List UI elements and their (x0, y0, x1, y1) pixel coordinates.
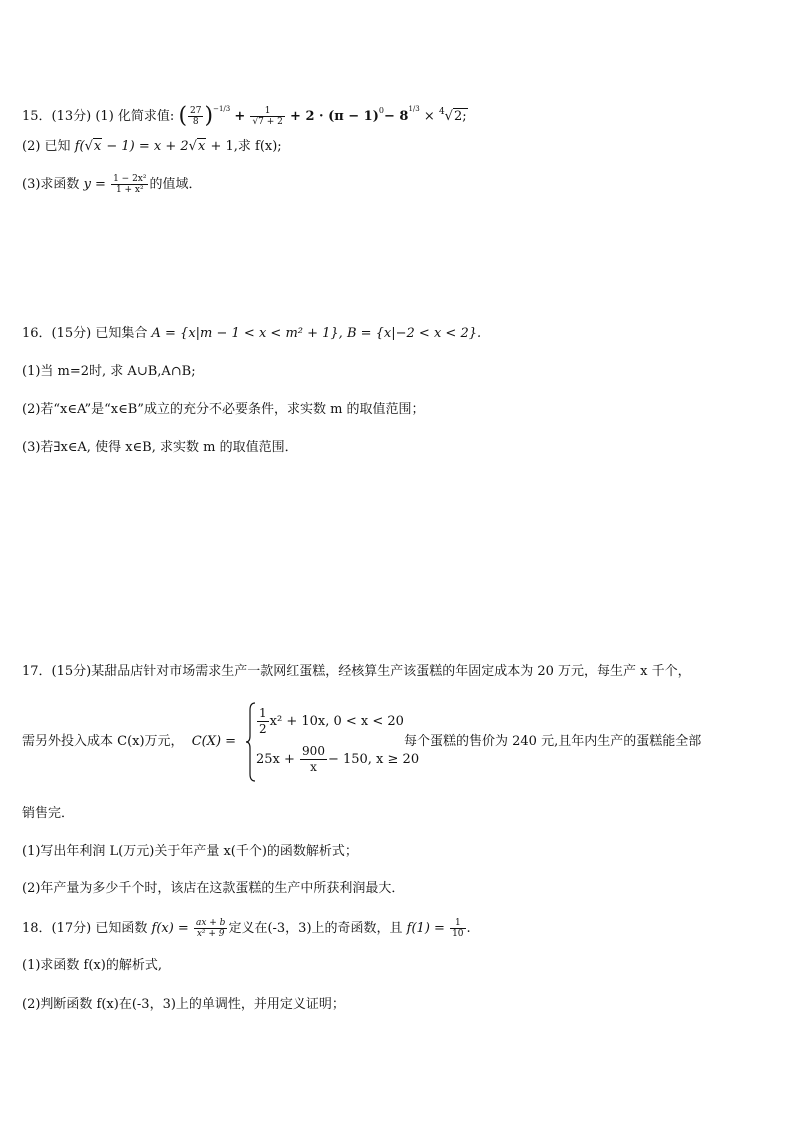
q17-case1: $\frac{1}{2}$ x² + 10x, 0 < x < 20 (259, 706, 404, 736)
q15-line3: (3)求函数 y = $\frac{\text{1 − 2x²}}{\text{1 + x²}}$ 的值域． (22, 174, 202, 195)
q15-frac-range: $\frac{\text{1 − 2x²}}{\text{1 + x²}}$ (113, 174, 147, 195)
q15-root-body: 2; (453, 109, 467, 124)
q15-line2: (2) 已知 f(√x − 1) = x + 2√x + 1,求 f(x); (22, 139, 282, 154)
q18-part1: (1)求函数 f(x)的解析式, (22, 958, 162, 973)
q15-exp-third: 1/3 (408, 105, 420, 113)
q17-line1: 17．(15分)某甜品店针对市场需求生产一款网红蛋糕，经核算生产该蛋糕的年固定成本为 20 万元，每生产 x 千个， (22, 664, 691, 679)
q16-part1: (1)当 m=2时, 求 A∪B,A∩B; (22, 364, 196, 379)
q18-frac-value: $\frac{1}{10}$ (452, 918, 464, 939)
q16-part2: (2)若“x∈A”是“x∈B”成立的充分不必要条件，求实数 m 的取值范围； (22, 402, 425, 417)
q15-exp-neg-third: −1/3 (213, 105, 231, 113)
q17-case2: 25x + $\frac{900}{x}$ − 150, x ≥ 20 (256, 744, 420, 774)
q15-frac-1-sqrt7: $\frac{1}{√7 + 2}$ (252, 106, 283, 127)
q17-cost-lead: 需另外投入成本 C(x)万元， C(X) = (22, 734, 237, 749)
q18-frac-fx: $\frac{ax + b}{\text{x² + 9}}$ (195, 918, 226, 939)
q17-cont: 销售完． (22, 806, 75, 821)
q15-term3: + 2 · (π − 1) (290, 109, 379, 124)
left-brace-icon (246, 702, 256, 782)
q15-frac-27-8: $\frac{27}{8}$ (190, 106, 202, 127)
q15-head: 15．(13分) (1) 化简求值: (22, 109, 175, 124)
q17-part2: (2)年产量为多少千个时，该店在这款蛋糕的生产中所获利润最大． (22, 881, 405, 896)
q17-cost-tail: 每个蛋糕的售价为 240 元,且年内生产的蛋糕能全部 (404, 734, 702, 749)
q16-line1: 16．(15分) 已知集合 A = {x|m − 1 < x < m² + 1}, B = {x|−2 < x < 2}. (22, 326, 482, 341)
q17-part1: (1)写出年利润 L(万元)关于年产量 x(千个)的函数解析式； (22, 844, 358, 859)
q15-line1: 15．(13分) (1) 化简求值: ( $\frac{27}{8}$ )$^{-1/3}$ + $\frac{1}{√7 + 2}$ + $2 \cdot (\pi - 1)^0- 8^{1/3} \times ^4√2$; (22, 103, 467, 129)
q16-part3: (3)若∃x∈A, 使得 x∈B, 求实数 m 的取值范围． (22, 440, 298, 455)
q16-sets: A = {x|m − 1 < x < m² + 1}, B = {x|−2 < x < 2}. (151, 326, 482, 341)
q17-piecewise (246, 702, 420, 782)
q18-part2: (2)判断函数 f(x)在(-3，3)上的单调性，并用定义证明； (22, 997, 345, 1012)
q18-line1: 18．(17分) 已知函数 f(x) = $\frac{ax + b}{\text{x² + 9}}$ 定义在(-3，3)上的奇函数，且 f(1) = $\frac{1}{10}$ . (22, 918, 471, 939)
